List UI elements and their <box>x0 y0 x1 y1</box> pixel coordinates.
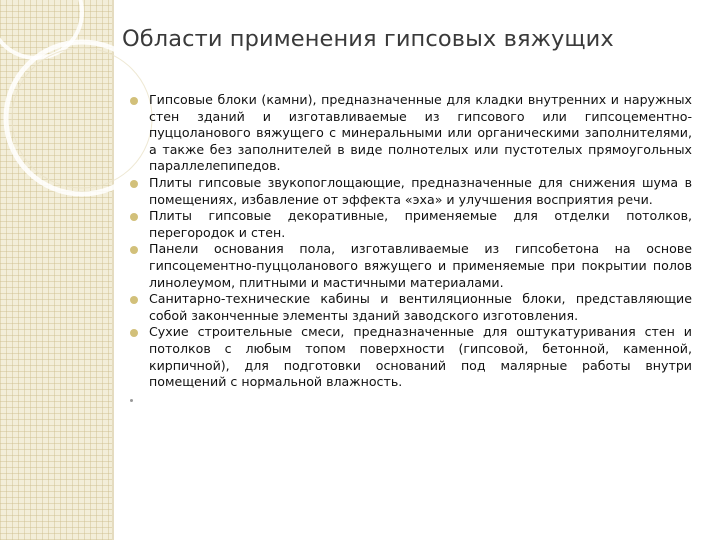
small-dot-icon <box>130 399 133 402</box>
bullet-list <box>130 92 692 391</box>
bullet-text: Плиты гипсовые декоративные, применяемые для отделки потолков, перегородок и стен. <box>149 208 692 240</box>
bullet-text: Плиты гипсовые звукопоглощающие, предназначенные для снижения шума в помещениях, избавление от эффекта «эха» и улучшения восприятия речи. <box>149 174 692 207</box>
bullet-text: Панели основания пола, изготавливаемые из гипсобетона на основе гипсоцементно-пуццоланового вяжущего и применяемые при покрытии полов линолеумом, плитными и мастичными материалами. <box>149 241 692 290</box>
bullet-icon <box>130 213 138 221</box>
bullet-icon <box>130 97 138 105</box>
bullet-text: Гипсовые блоки (камни), предназначенные для кладки внутренних и наружных стен зданий и изготавливаемые из гипсового или гипсоцементно-пуццоланового вяжущего с минеральными или органическими заполнителями, а также без заполнителей в виде полнотелых или пустотелых прямоугольных параллелепипедов. <box>149 92 692 174</box>
list-item <box>130 324 692 390</box>
list-item <box>130 241 692 291</box>
list-item <box>130 291 692 324</box>
slide-title: Области применения гипсовых вяжущих <box>122 26 614 52</box>
bullet-icon <box>130 296 138 304</box>
bullet-text: Санитарно-технические кабины и вентиляционные блоки, представляющие собой законченные элементы зданий заводского изготовления. <box>149 291 692 323</box>
bullet-text: Сухие строительные смеси, предназначенные для оштукатуривания стен и потолков с любым топом поверхности (гипсовой, бетонной, каменной, кирпичной), для подготовки оснований под малярные работы внутри помещений с нормальной влажность. <box>149 324 692 390</box>
list-item <box>130 175 692 208</box>
empty-bullet <box>130 395 692 411</box>
content-area <box>130 92 692 411</box>
bullet-icon <box>130 329 138 337</box>
list-item <box>130 92 692 175</box>
list-item <box>130 208 692 241</box>
bullet-icon <box>130 180 138 188</box>
bullet-icon <box>130 246 138 254</box>
